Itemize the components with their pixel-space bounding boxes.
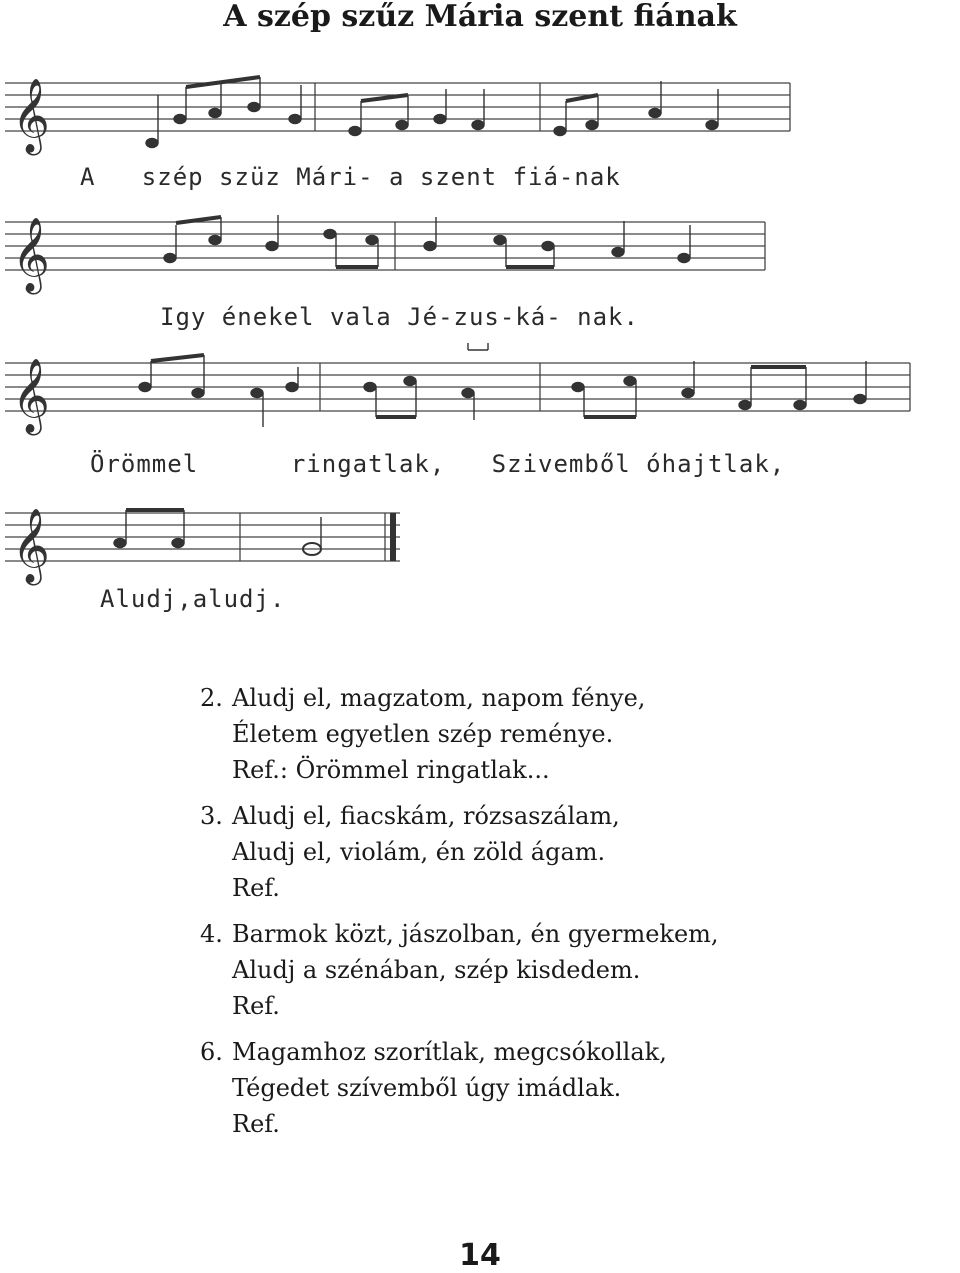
notes-system-1 — [146, 77, 718, 148]
lyric-line-1: A szép szüz Mári- a szent fiá-nak — [80, 163, 621, 191]
verse-line: Aludj el, magzatom, napom fénye, — [232, 684, 646, 712]
verse-line: Aludj a szénában, szép kisdedem. — [232, 956, 641, 984]
treble-clefs — [12, 79, 50, 586]
staff-system-2 — [5, 222, 765, 270]
notes-system-3 — [139, 343, 866, 427]
verse-number: 4. — [200, 920, 223, 948]
verse-number: 3. — [200, 802, 223, 830]
verse-line: Magamhoz szorítlak, megcsókollak, — [232, 1038, 667, 1066]
verse-line: Tégedet szívemből úgy imádlak. — [232, 1074, 622, 1102]
verse-2 — [200, 680, 920, 788]
verse-6 — [200, 1034, 920, 1142]
verse-line: Barmok közt, jászolban, én gyermekem, — [232, 920, 719, 948]
notes-system-4 — [114, 510, 321, 555]
score-svg — [0, 55, 960, 625]
page-number: 14 — [459, 1238, 501, 1273]
verse-line: Aludj el, violám, én zöld ágam. — [232, 838, 606, 866]
treble-clef-icon: 𝄞 — [12, 218, 50, 292]
verse-number: 2. — [200, 684, 223, 712]
verse-line: Ref.: Örömmel ringatlak... — [232, 756, 550, 784]
treble-clef-icon: 𝄞 — [12, 359, 50, 433]
verse-line: Ref. — [232, 992, 280, 1020]
lyric-line-3: Örömmel ringatlak, Szivemből óhajtlak, — [90, 450, 786, 478]
music-score — [0, 55, 960, 625]
lyric-line-4: Aludj,aludj. — [100, 585, 286, 613]
verse-line: Ref. — [232, 1110, 280, 1138]
verse-4 — [200, 916, 920, 1024]
verse-3 — [200, 798, 920, 906]
song-title: A szép szűz Mária szent fiának — [223, 0, 737, 34]
verse-line: Ref. — [232, 874, 280, 902]
verses — [200, 680, 920, 1152]
lyric-line-2: Igy énekel vala Jé-zus-ká- nak. — [160, 303, 639, 331]
notes-system-2 — [164, 215, 690, 267]
treble-clef-icon: 𝄞 — [12, 509, 50, 583]
verse-line: Aludj el, fiacskám, rózsaszálam, — [232, 802, 620, 830]
verse-line: Életem egyetlen szép reménye. — [232, 720, 614, 748]
staff-system-4 — [5, 513, 400, 561]
verse-number: 6. — [200, 1038, 223, 1066]
treble-clef-icon: 𝄞 — [12, 79, 50, 153]
